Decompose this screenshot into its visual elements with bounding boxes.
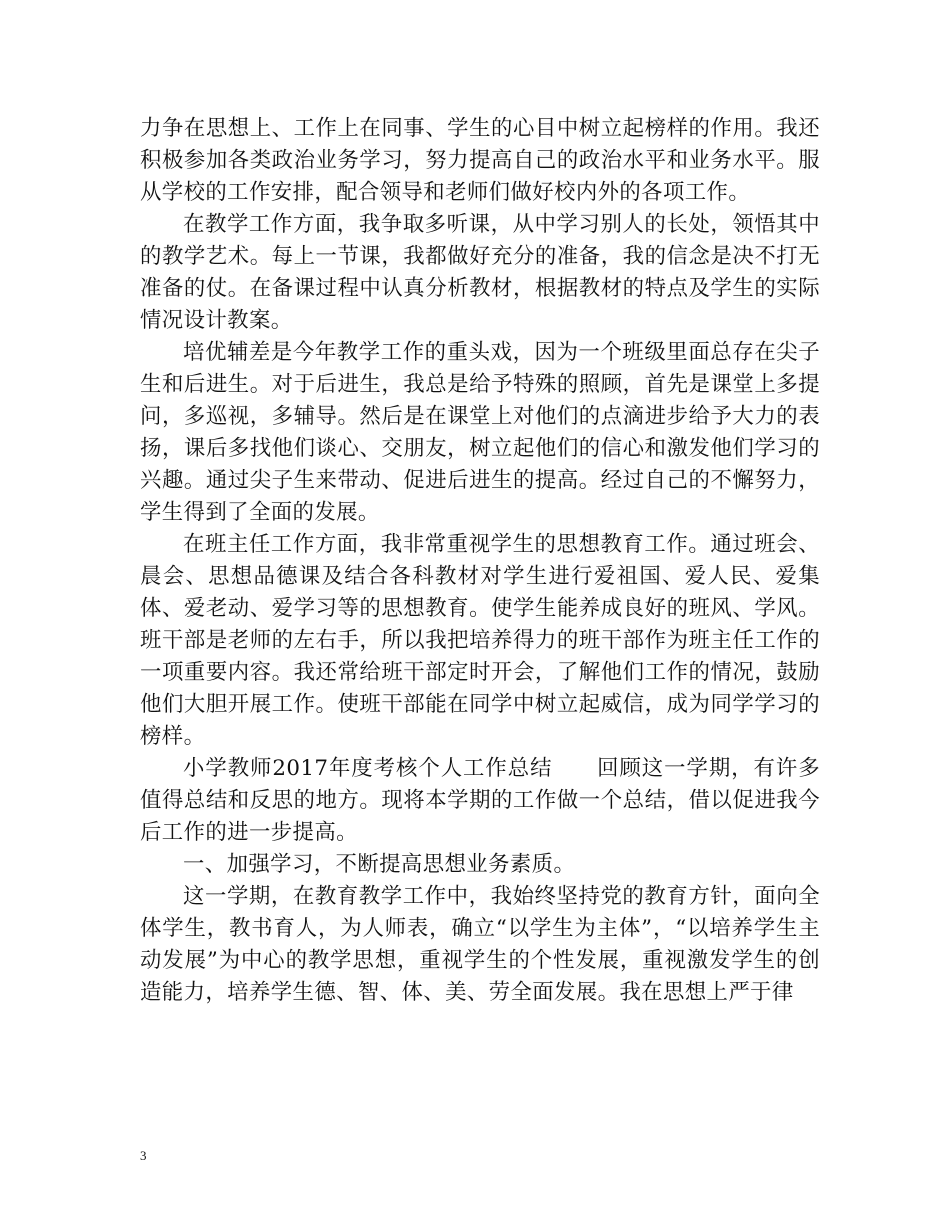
- paragraph-3: 培优辅差是今年教学工作的重头戏，因为一个班级里面总存在尖子生和后进生。对于后进生，我总是给予特殊的照顾，首先是课堂上多提问，多巡视，多辅导。然后是在课堂上对他们的点滴进步给予大力的表扬，课后多找他们谈心、交朋友，树立起他们的信心和激发他们学习的兴趣。通过尖子生来带动、促进后进生的提高。经过自己的不懈努力，学生得到了全面的发展。: [140, 340, 820, 525]
- section-heading: 一、加强学习，不断提高思想业务素质。: [183, 852, 576, 877]
- paragraph-4: 在班主任工作方面，我非常重视学生的思想教育工作。通过班会、晨会、思想品德课及结合各科教材对学生进行爱祖国、爱人民、爱集体、爱老动、爱学习等的思想教育。使学生能养成良好的班风、学风。班干部是老师的左右手，所以我把培养得力的班干部作为班主任工作的一项重要内容。我还常给班干部定时开会，了解他们工作的情况，鼓励他们大胆开展工作。使班干部能在同学中树立起威信，成为同学学习的榜样。: [140, 532, 820, 749]
- paragraph-2: 在教学工作方面，我争取多听课，从中学习别人的长处，领悟其中的教学艺术。每上一节课，我都做好充分的准备，我的信念是决不打无准备的仗。在备课过程中认真分析教材，根据教材的特点及学生的实际情况设计教案。: [140, 212, 820, 333]
- paragraph-5: 小学教师2017年度考核个人工作总结 回顾这一学期，有许多值得总结和反思的地方。现将本学期的工作做一个总结，借以促进我今后工作的进一步提高。: [140, 756, 820, 845]
- paragraph-1: 力争在思想上、工作上在同事、学生的心目中树立起榜样的作用。我还积极参加各类政治业务学习，努力提高自己的政治水平和业务水平。服从学校的工作安排，配合领导和老师们做好校内外的各项工作。: [140, 116, 820, 205]
- body-text: [140, 113, 820, 1009]
- page-number: 3: [140, 1148, 147, 1163]
- paragraph-7: 这一学期，在教育教学工作中，我始终坚持党的教育方针，面向全体学生，教书育人，为人师表，确立“以学生为主体”，“以培养学生主动发展”为中心的教学思想，重视学生的个性发展，重视激发学生的创造能力，培养学生德、智、体、美、劳全面发展。我在思想上严于律: [140, 884, 820, 1005]
